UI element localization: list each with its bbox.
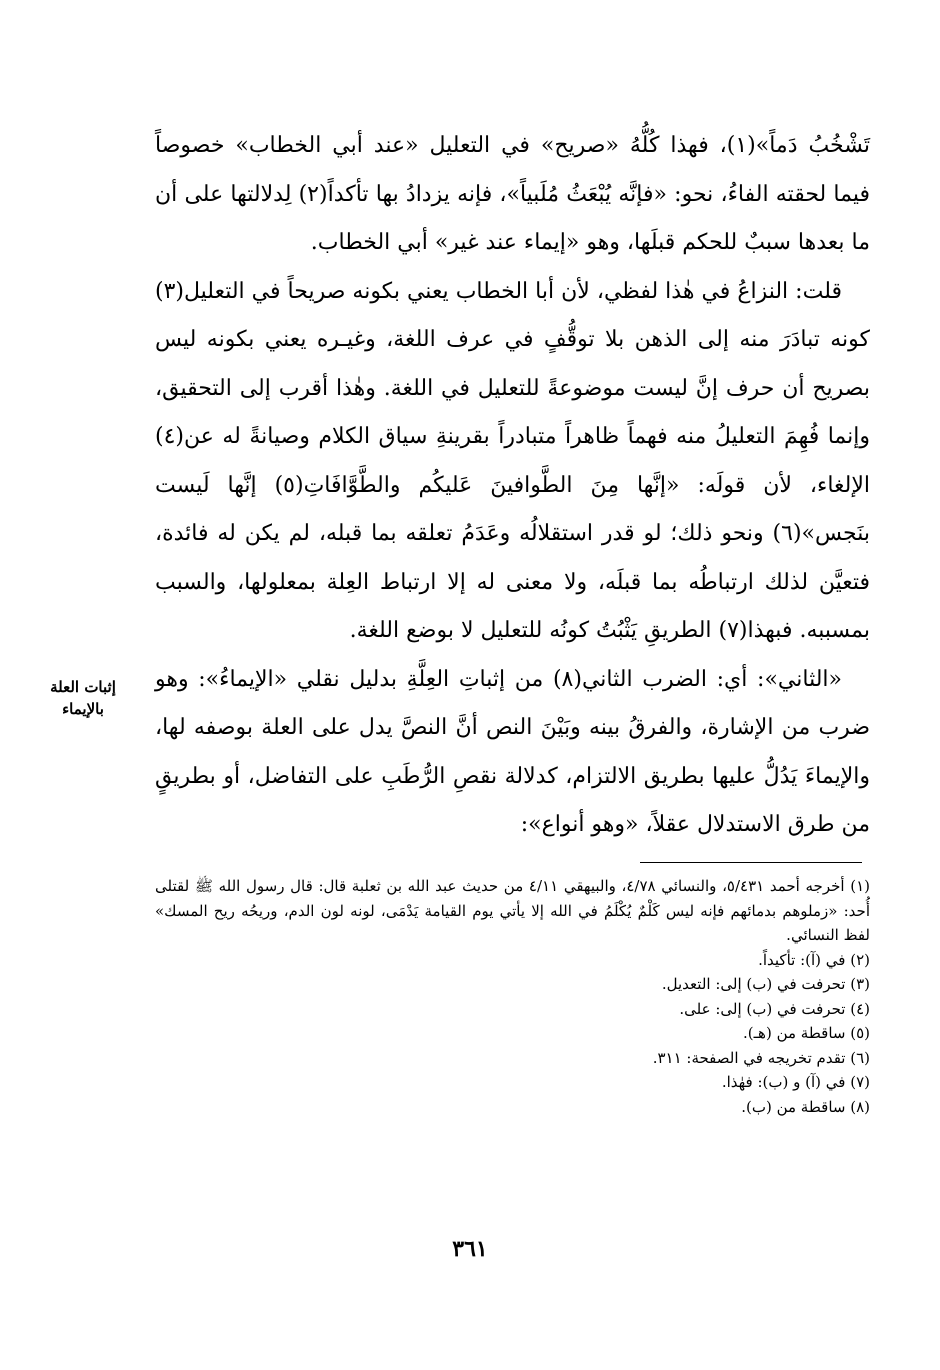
footnote-3: (٣) تحرفت في (ب) إلى: التعديل. <box>661 975 870 993</box>
paragraph-1: تَشْخُبُ دَماً»(١)، فهذا كُلُّهُ «صريح» في التعليل «عند أبي الخطاب» خصوصاً فيما لحقته الفاءُ، نحو: «فإنَّه يُبْعَثُ مُلَبياً»، فإنه يزدادُ بها تأكداً(٢) لِدلالتها على أن ما بعدها سببٌ للحكم قبلَها، وهو «إيماء عند غير» أبي الخطاب. <box>155 133 870 255</box>
footnote-7: (٧) في (آ) و (ب): فهٰذا. <box>721 1073 870 1091</box>
footnotes-section <box>155 874 870 1119</box>
footnote-1: (١) أخرجه أحمد ٥/٤٣١، والنسائي ٤/٧٨، والبيهقي ٤/١١ من حديث عبد الله بن ثعلبة قال: قال رسول الله ﷺ لقتلى أُحد: «زملوهم بدمائهم فإنه ليس كَلْمٌ يُكْلَمُ في الله إلا يأتي يوم القيامة يَدْمَى، لونه لون الدم، وريحُه ريح المسك» لفظ النسائي. <box>155 877 870 944</box>
footnote-8: (٨) ساقطة من (ب). <box>741 1097 870 1116</box>
footnote-separator <box>640 862 862 863</box>
paragraph-2: قلت: النزاعُ في هٰذا لفظي، لأن أبا الخطاب يعني بكونه صريحاً في التعليل(٣) كونه تبادَرَ منه إلى الذهن بلا توقُّفٍ في عرف اللغة، وغيـره يعني بكونه ليس بصريح أن حرف إنَّ ليست موضوعةً للتعليل في اللغة. وهٰذا أقرب إلى التحقيق، وإنما فُهِمَ التعليلُ منه فهماً ظاهراً متبادراً بقرينةِ سياق الكلام وصيانةً له عن(٤) الإلغاء، لأن قولَه: «إنَّها مِنَ الطَّوافينَ عَليكُم والطَّوَّافَاتِ(٥) إنَّها لَيست بنَجس»(٦) ونحو ذلك؛ لو قدر استقلالُه وعَدَمُ تعلقه بما قبله، لم يكن له فائدة، فتعيَّن لذلك ارتباطُه بما قبلَه، ولا معنى له إلا ارتباط العِلة بمعلولها، والسبب بمسببه. فبهذا(٧) الطريقِ يَثْبُتُ كونُه للتعليل لا بوضع اللغة. <box>155 278 871 643</box>
margin-heading <box>28 676 138 720</box>
footnote-5: (٥) ساقطة من (هـ). <box>743 1024 870 1042</box>
page-number: ٣٦١ <box>452 1236 488 1262</box>
footnote-6: (٦) تقدم تخريجه في الصفحة: ٣١١. <box>652 1048 870 1067</box>
paragraph-3: «الثاني»: أي: الضرب الثاني(٨) من إثباتِ العِلَّةِ بدليل نقلي «الإيماءُ»: وهو ضرب من الإشارة، والفرقُ بينه وبَيْنَ النص أنَّ النصَّ يدل على العلة بوصفه لها، والإيماءَ يَدُلُّ عليها بطريق الالتزام، كدلالة نقصِ الرُّطَبِ على التفاضل، أو بطريقٍ من طرق الاستدلال عقلاً، «وهو أنواع»: <box>155 666 870 837</box>
margin-heading-line-2: بالإيماء <box>62 700 104 718</box>
footnote-4: (٤) تحرفت في (ب) إلى: على. <box>679 999 870 1018</box>
main-text-body <box>155 122 870 850</box>
footnote-2: (٢) في (آ): تأكيداً. <box>758 950 870 969</box>
margin-heading-line-1: إثبات العلة <box>50 678 116 696</box>
